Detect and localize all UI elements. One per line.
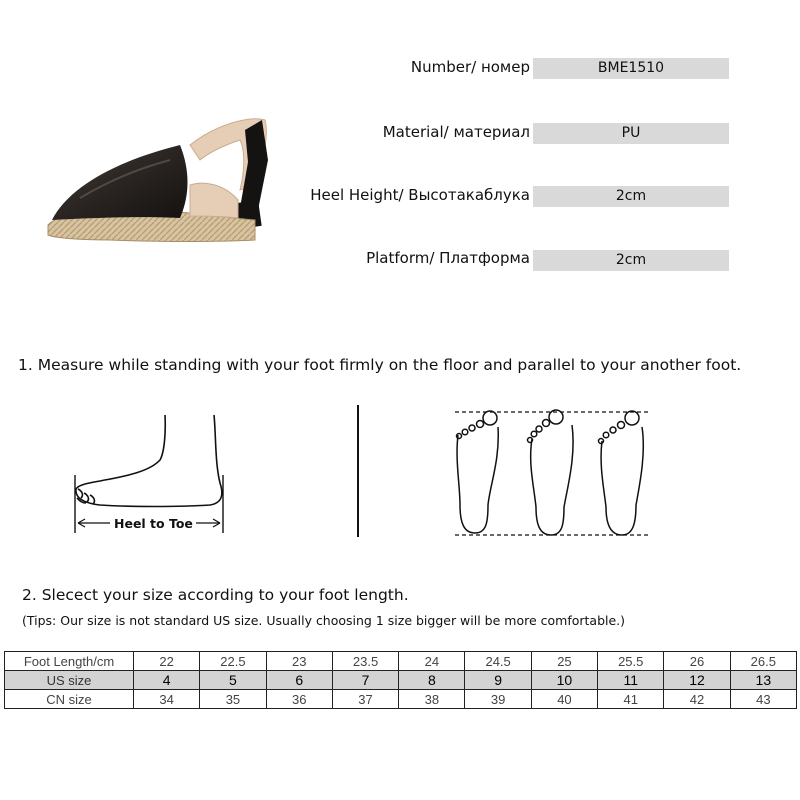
table-cell: 10 bbox=[531, 671, 597, 690]
table-cell: 22 bbox=[134, 652, 200, 671]
spec-value-material: PU bbox=[533, 123, 729, 144]
instruction-step-1: 1. Measure while standing with your foot firmly on the floor and parallel to your another foot. bbox=[18, 356, 742, 374]
heel-to-toe-label: Heel to Toe bbox=[114, 516, 193, 531]
table-cell: 11 bbox=[598, 671, 664, 690]
table-row-cn-size bbox=[5, 690, 797, 709]
spec-label-heel-height: Heel Height/ Высотакаблука bbox=[310, 186, 530, 204]
table-cell: 24.5 bbox=[465, 652, 531, 671]
table-cell: 13 bbox=[730, 671, 796, 690]
table-cell: 22.5 bbox=[200, 652, 266, 671]
table-row-foot-length bbox=[5, 652, 797, 671]
size-chart-table bbox=[4, 651, 797, 709]
table-cell: 23.5 bbox=[332, 652, 398, 671]
table-cell: 6 bbox=[266, 671, 332, 690]
spec-label-material: Material/ материал bbox=[382, 123, 530, 141]
table-cell: 39 bbox=[465, 690, 531, 709]
table-cell: 8 bbox=[399, 671, 465, 690]
table-cell: 38 bbox=[399, 690, 465, 709]
table-cell: 43 bbox=[730, 690, 796, 709]
footprint-left bbox=[457, 411, 499, 533]
table-row-us-size bbox=[5, 671, 797, 690]
size-tips: (Tips: Our size is not standard US size. Usually choosing 1 size bigger will be more comfortable.) bbox=[22, 613, 626, 628]
row-header: CN size bbox=[5, 690, 134, 709]
table-cell: 37 bbox=[332, 690, 398, 709]
footprint-middle bbox=[528, 410, 574, 535]
table-cell: 12 bbox=[664, 671, 730, 690]
diagram-divider bbox=[357, 405, 359, 537]
black-upper bbox=[52, 145, 188, 220]
table-cell: 40 bbox=[531, 690, 597, 709]
table-cell: 36 bbox=[266, 690, 332, 709]
footprint-diagram bbox=[450, 405, 660, 540]
table-cell: 34 bbox=[134, 690, 200, 709]
table-cell: 35 bbox=[200, 690, 266, 709]
table-cell: 4 bbox=[134, 671, 200, 690]
table-cell: 5 bbox=[200, 671, 266, 690]
table-cell: 23 bbox=[266, 652, 332, 671]
spec-label-platform: Platform/ Платформа bbox=[366, 249, 530, 267]
instruction-step-2: 2. Slecect your size according to your foot length. bbox=[22, 586, 409, 604]
espadrille-shoe-photo bbox=[40, 90, 310, 270]
spec-value-platform: 2cm bbox=[533, 250, 729, 271]
table-cell: 25 bbox=[531, 652, 597, 671]
table-cell: 24 bbox=[399, 652, 465, 671]
table-cell: 41 bbox=[598, 690, 664, 709]
row-header: Foot Length/cm bbox=[5, 652, 134, 671]
spec-value-heel-height: 2cm bbox=[533, 186, 729, 207]
table-cell: 42 bbox=[664, 690, 730, 709]
table-cell: 26.5 bbox=[730, 652, 796, 671]
table-cell: 7 bbox=[332, 671, 398, 690]
row-header: US size bbox=[5, 671, 134, 690]
footprint-right bbox=[599, 411, 644, 535]
spec-value-number: BME1510 bbox=[533, 58, 729, 79]
table-cell: 25.5 bbox=[598, 652, 664, 671]
spec-label-number: Number/ номер bbox=[410, 58, 530, 76]
table-cell: 9 bbox=[465, 671, 531, 690]
table-cell: 26 bbox=[664, 652, 730, 671]
